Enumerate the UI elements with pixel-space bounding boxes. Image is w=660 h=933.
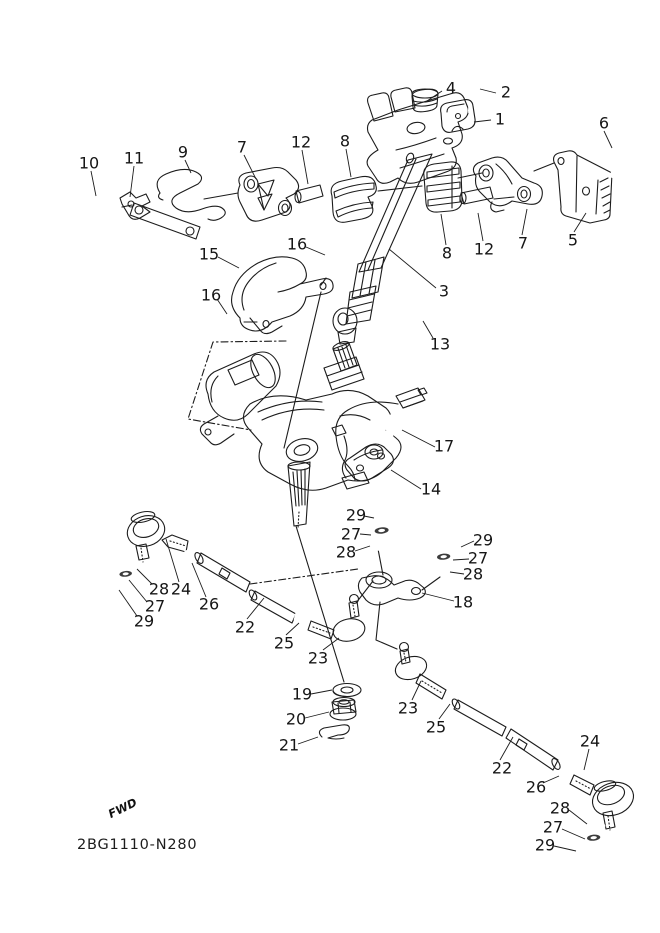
callout-24: 24	[170, 579, 192, 599]
callout-27: 27	[340, 524, 362, 544]
part28-washer-mid	[370, 540, 390, 552]
leader-line-20	[305, 712, 329, 718]
callout-9: 9	[177, 142, 189, 162]
callout-19: 19	[291, 684, 313, 704]
part24-tie-rod-end-right	[570, 775, 638, 830]
part23-inner-end-right	[392, 643, 446, 700]
part8-damper-left	[331, 176, 376, 222]
callout-12: 12	[473, 239, 495, 259]
callout-12: 12	[290, 132, 312, 152]
callout-11: 11	[123, 148, 145, 168]
leader-line-15	[218, 257, 239, 268]
callout-29: 29	[472, 530, 494, 550]
leader-line-10	[91, 171, 96, 196]
leader-line-28	[355, 546, 370, 551]
part25-nut-left	[292, 607, 313, 625]
part4-cap	[412, 89, 438, 112]
callout-17: 17	[433, 436, 455, 456]
part14-bracket	[345, 444, 393, 481]
part27-nut-mid	[371, 525, 393, 543]
callout-6: 6	[598, 113, 610, 133]
part23-inner-end-left	[308, 595, 367, 645]
callout-7: 7	[517, 233, 529, 253]
part29-pin-mid	[373, 513, 395, 524]
callout-29: 29	[345, 505, 367, 525]
part29-pin-right-cluster	[438, 542, 460, 552]
leader-line-27	[360, 534, 371, 535]
leader-line-9	[185, 160, 191, 173]
callout-25: 25	[273, 633, 295, 653]
fwd-label: FWD	[105, 795, 140, 821]
leader-line-19	[311, 690, 332, 694]
callout-28: 28	[549, 798, 571, 818]
leader-line-22	[247, 598, 264, 619]
callout-1: 1	[494, 109, 506, 129]
callout-29: 29	[534, 835, 556, 855]
callout-18: 18	[452, 592, 474, 612]
callout-26: 26	[198, 594, 220, 614]
callout-23: 23	[397, 698, 419, 718]
callout-27: 27	[144, 596, 166, 616]
leader-line-24	[166, 539, 179, 582]
part28-washer-bottom-right	[586, 821, 606, 833]
part26-nut-right	[555, 764, 577, 783]
leader-line-24	[584, 749, 589, 770]
part17-bolt	[380, 414, 400, 450]
leader-line-26	[192, 563, 206, 597]
callout-27: 27	[542, 817, 564, 837]
part24-tie-rod-end-left	[123, 510, 188, 562]
callout-22: 22	[491, 758, 513, 778]
part13-bolt	[395, 303, 432, 329]
leader-line-22	[500, 737, 513, 760]
part27-nut-right-cluster	[434, 552, 454, 569]
callout-29: 29	[133, 611, 155, 631]
leader-line-12	[302, 150, 308, 184]
callout-7: 7	[236, 137, 248, 157]
leader-line-8	[346, 149, 351, 177]
part19-washer	[333, 684, 361, 697]
part3-steering-column	[333, 88, 468, 344]
callout-10: 10	[78, 153, 100, 173]
leader-line-17	[402, 430, 435, 447]
callout-4: 4	[445, 78, 457, 98]
callout-2: 2	[500, 82, 512, 102]
callout-16: 16	[286, 234, 308, 254]
leader-line-8	[441, 214, 446, 245]
callout-27: 27	[467, 548, 489, 568]
part27-nut-bottom-right	[584, 833, 604, 850]
leader-line-18	[422, 593, 454, 601]
part16-screw-lower	[217, 315, 237, 328]
callout-28: 28	[148, 579, 170, 599]
callout-3: 3	[438, 281, 450, 301]
callout-26: 26	[525, 777, 547, 797]
part8-damper-right	[424, 162, 462, 212]
part12-pin-right	[460, 187, 493, 204]
callout-25: 25	[425, 717, 447, 737]
callout-13: 13	[429, 334, 451, 354]
callout-16: 16	[200, 285, 222, 305]
part9-spring	[157, 169, 225, 220]
leader-line-14	[391, 470, 421, 489]
part16-screw-upper	[323, 253, 337, 274]
callout-5: 5	[567, 230, 579, 250]
callout-14: 14	[420, 479, 442, 499]
callout-22: 22	[234, 617, 256, 637]
leader-line-2	[480, 89, 496, 93]
callout-20: 20	[285, 709, 307, 729]
part-number-code: 2BG1110-N280	[77, 837, 198, 853]
callout-8: 8	[339, 131, 351, 151]
callout-21: 21	[278, 735, 300, 755]
part29-pin-bottom-right	[576, 848, 598, 857]
leader-line-1	[474, 120, 491, 122]
leader-line-11	[130, 166, 134, 197]
leader-line-29	[554, 846, 576, 851]
leader-line-28	[569, 810, 587, 824]
callout-15: 15	[198, 244, 220, 264]
part21-clip	[319, 725, 349, 739]
part18-bracket	[358, 572, 425, 605]
part7-clamp-left	[238, 168, 299, 222]
leader-line-12	[478, 213, 483, 241]
part27-nut-left	[116, 569, 135, 585]
part7-clamp-right	[473, 157, 542, 212]
leader-line-3	[389, 249, 436, 288]
part10-bolt	[78, 192, 119, 219]
leader-line-7	[244, 155, 256, 179]
callout-24: 24	[579, 731, 601, 751]
leader-line-7	[522, 209, 527, 235]
part6-bolt	[605, 146, 625, 179]
leader-line-16	[306, 247, 325, 255]
part5-bracket	[554, 151, 612, 223]
leader-line-5	[574, 213, 586, 232]
eps-output-stem	[288, 462, 310, 528]
leader-line-6	[604, 131, 612, 148]
callout-8: 8	[441, 243, 453, 263]
leader-line-27	[453, 559, 469, 560]
leader-line-21	[298, 737, 318, 744]
part20-nut	[330, 698, 356, 721]
eps-input-shaft	[324, 340, 364, 390]
callout-28: 28	[335, 542, 357, 562]
callout-23: 23	[307, 648, 329, 668]
leader-line-27	[562, 829, 585, 839]
part12-pin-left	[295, 185, 323, 203]
callout-28: 28	[462, 564, 484, 584]
